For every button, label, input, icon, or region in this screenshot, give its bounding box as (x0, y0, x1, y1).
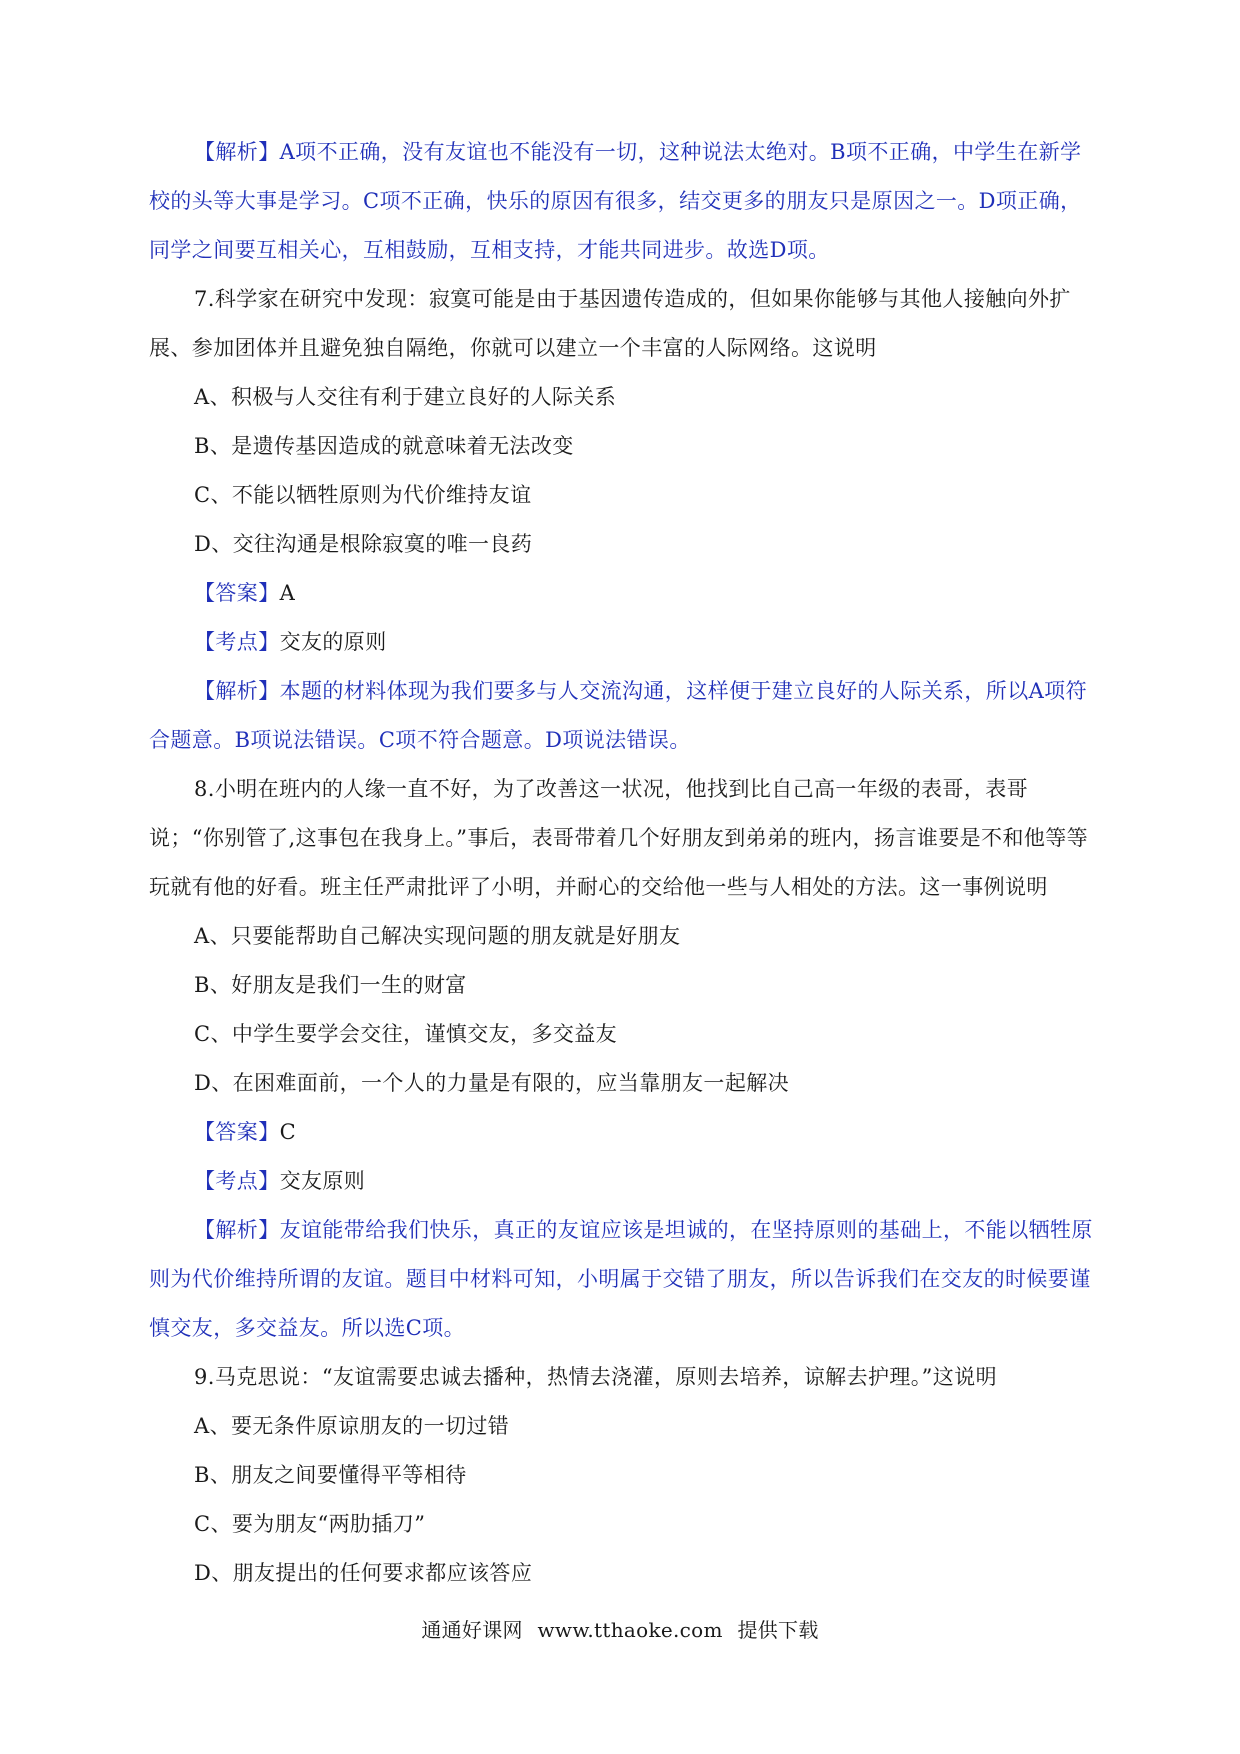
q6-analysis (149, 128, 1099, 275)
q8-point (149, 1157, 1099, 1206)
q7-option-d: D、交往沟通是根除寂寞的唯一良药 (194, 532, 533, 556)
q7-point (149, 618, 1099, 667)
q7-point-tag: 【考点】 (194, 630, 280, 654)
q7-stem: 7.科学家在研究中发现：寂寞可能是由于基因遗传造成的，但如果你能够与其他人接触向外扩展、参加团体并且避免独自隔绝，你就可以建立一个丰富的人际网络。这说明 (149, 287, 1071, 360)
footer-note: 提供下载 (737, 1618, 819, 1642)
q9-option-a: A、要无条件原谅朋友的一切过错 (194, 1414, 510, 1438)
q7-answer-value: A (279, 581, 296, 605)
q9-option-d: D、朋友提出的任何要求都应该答应 (194, 1561, 533, 1585)
q8-answer-tag: 【答案】 (194, 1120, 280, 1144)
footer-url: www.tthaoke.com (537, 1618, 723, 1642)
q8-point-tag: 【考点】 (194, 1169, 280, 1193)
footer-site-name: 通通好课网 (421, 1618, 523, 1642)
q8-point-value: 交友原则 (279, 1169, 366, 1193)
q8-stem: 8.小明在班内的人缘一直不好，为了改善这一状况，他找到比自己高一年级的表哥，表哥说；“你别管了,这事包在我身上。”事后，表哥带着几个好朋友到弟弟的班内，扬言谁要是不和他等等玩就有他的好看。班主任严肃批评了小明，并耐心的交给他一些与人相处的方法。这一事例说明 (149, 777, 1089, 899)
q7-point-value: 交友的原则 (279, 630, 387, 654)
q7-analysis-text: 本题的材料体现为我们要多与人交流沟通，这样便于建立良好的人际关系，所以A项符合题意。B项说法错误。C项不符合题意。D项说法错误。 (149, 679, 1087, 752)
q7-option-c: C、不能以牺牲原则为代价维持友谊 (194, 483, 532, 507)
q7-analysis-tag: 【解析】 (194, 679, 280, 703)
q9-stem: 9.马克思说：“友谊需要忠诚去播种，热情去浇灌，原则去培养，谅解去护理。”这说明 (194, 1365, 998, 1389)
page-footer (0, 1614, 1240, 1643)
q7-option-a: A、积极与人交往有利于建立良好的人际关系 (194, 385, 617, 409)
q7-analysis (149, 667, 1099, 765)
q8-option-a: A、只要能帮助自己解决实现问题的朋友就是好朋友 (194, 924, 681, 948)
q6-analysis-text: A项不正确，没有友谊也不能没有一切，这种说法太绝对。B项不正确，中学生在新学校的头等大事是学习。C项不正确，快乐的原因有很多，结交更多的朋友只是原因之一。D项正确，同学之间要互相关心，互相鼓励，互相支持，才能共同进步。故选D项。 (149, 140, 1082, 262)
q7-answer (149, 569, 1099, 618)
q8-answer-value: C (279, 1120, 297, 1144)
q8-answer (149, 1108, 1099, 1157)
q8-option-d: D、在困难面前，一个人的力量是有限的，应当靠朋友一起解决 (194, 1071, 790, 1095)
page-content (149, 128, 1099, 1598)
q8-option-b: B、好朋友是我们一生的财富 (194, 973, 467, 997)
q8-analysis-text: 友谊能带给我们快乐，真正的友谊应该是坦诚的，在坚持原则的基础上，不能以牺牲原则为代价维持所谓的友谊。题目中材料可知，小明属于交错了朋友，所以告诉我们在交友的时候要谨慎交友，多交益友。所以选C项。 (149, 1218, 1093, 1340)
q8-option-c: C、中学生要学会交往，谨慎交友，多交益友 (194, 1022, 618, 1046)
q7-option-b: B、是遗传基因造成的就意味着无法改变 (194, 434, 574, 458)
q9-option-b: B、朋友之间要懂得平等相待 (194, 1463, 467, 1487)
q8-analysis-tag: 【解析】 (194, 1218, 280, 1242)
q6-analysis-tag: 【解析】 (194, 140, 280, 164)
q9-option-c: C、要为朋友“两肋插刀” (194, 1512, 426, 1536)
q8-analysis (149, 1206, 1099, 1353)
q7-answer-tag: 【答案】 (194, 581, 280, 605)
